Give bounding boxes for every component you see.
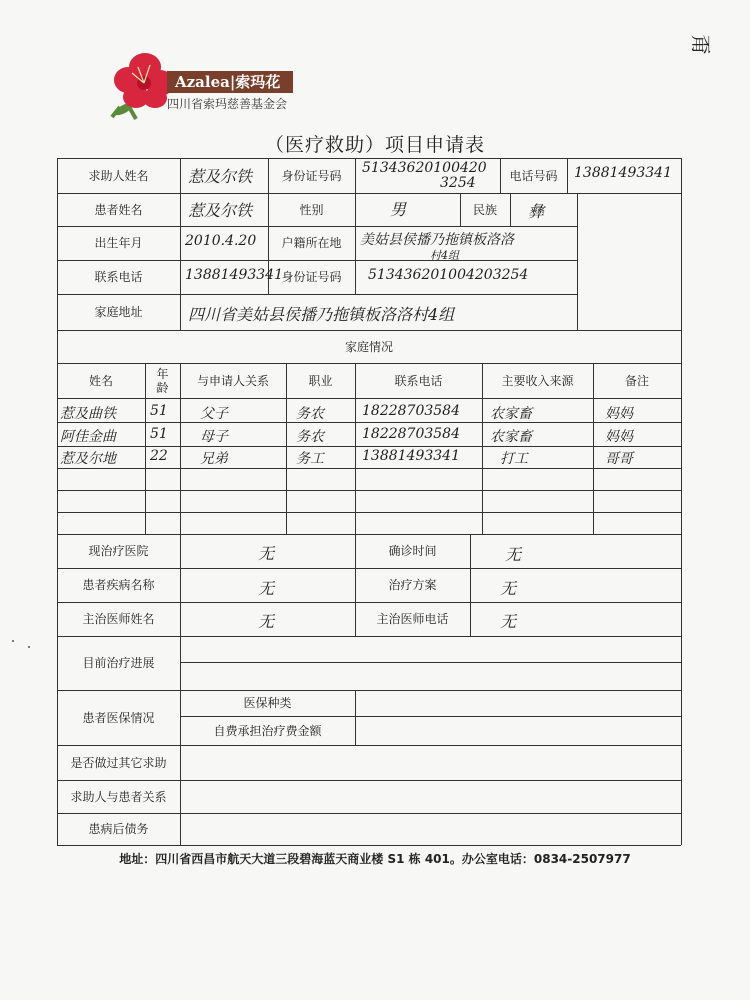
value-address: 四川省美姑县侯播乃拖镇板洛洛村4组	[188, 305, 455, 324]
value-disease-name: 无	[258, 579, 275, 598]
label-patient-name: 患者姓名	[94, 202, 143, 217]
family-cell-note: 妈妈	[605, 406, 633, 422]
label-doctor-phone: 主治医师电话	[376, 612, 449, 626]
label-household: 户籍所在地	[281, 236, 342, 250]
family-cell-phone: 13881493341	[362, 448, 460, 464]
logo-org-name: 四川省索玛慈善基金会	[167, 97, 288, 111]
value-phone: 13881493341	[574, 165, 672, 181]
label-gender: 性别	[299, 202, 324, 217]
value-doctor-phone: 无	[500, 612, 517, 631]
label-other-help: 是否做过其它求助	[70, 755, 167, 770]
family-cell-note: 哥哥	[605, 451, 633, 467]
label-relation: 求助人与患者关系	[70, 789, 167, 804]
family-cell-age: 22	[150, 448, 168, 464]
logo-brand: Azalea|索玛花	[167, 71, 293, 93]
label-treatment-progress: 目前治疗进展	[82, 656, 155, 670]
value-id-number-line1: 51343620100420	[362, 160, 487, 176]
family-cell-name: 阿佳金曲	[60, 429, 116, 445]
label-insurance-type: 医保种类	[243, 696, 292, 710]
family-cell-job: 务农	[296, 406, 324, 422]
value-treatment-plan: 无	[500, 579, 517, 598]
value-applicant-name: 惹及尔铁	[188, 167, 253, 186]
family-header-age-line2: 龄	[156, 380, 169, 395]
label-self-pay: 自费承担治疗费金额	[213, 723, 322, 738]
family-header-income: 主要收入来源	[501, 373, 574, 388]
label-applicant-name: 求助人姓名	[88, 168, 149, 183]
value-id-number-line2: 3254	[440, 175, 476, 191]
value-doctor-name: 无	[258, 612, 275, 631]
label-birth-date: 出生年月	[94, 236, 143, 250]
label-doctor-name: 主治医师姓名	[82, 612, 155, 626]
family-cell-name: 惹及尔地	[60, 451, 116, 467]
label-treatment-plan: 治疗方案	[388, 578, 437, 592]
value-household-line1: 美姑县侯播乃拖镇板洛洛	[360, 232, 514, 248]
family-cell-relation: 母子	[200, 429, 228, 445]
scan-speck	[28, 646, 30, 648]
value-household-line2: 村4组	[430, 249, 459, 262]
label-phone: 电话号码	[509, 168, 558, 183]
family-cell-phone: 18228703584	[362, 426, 460, 442]
family-cell-job: 务农	[296, 429, 324, 445]
label-address: 家庭地址	[94, 305, 143, 319]
label-diagnosis-time: 确诊时间	[388, 544, 437, 558]
family-cell-relation: 父子	[200, 406, 228, 422]
form-title: （医疗救助）项目申请表	[264, 134, 485, 156]
family-section-title: 家庭情况	[344, 339, 393, 354]
family-header-phone: 联系电话	[394, 373, 443, 388]
value-current-hospital: 无	[258, 544, 275, 563]
family-cell-phone: 18228703584	[362, 403, 460, 419]
label-ethnicity: 民族	[472, 202, 497, 217]
value-id-number-2: 513436201004203254	[368, 267, 529, 283]
label-current-hospital: 现治疗医院	[88, 544, 149, 558]
foundation-logo	[110, 45, 300, 120]
value-ethnicity: 彝	[528, 202, 545, 221]
family-header-relation: 与申请人关系	[196, 373, 269, 388]
value-patient-name: 惹及尔铁	[188, 201, 253, 220]
family-header-note: 备注	[624, 373, 649, 388]
value-contact-phone: 13881493341	[185, 267, 283, 283]
footer-address: 地址：四川省西昌市航天大道三段碧海蓝天商业楼 S1 栋 401。办公室电话：0834-2507977	[119, 852, 631, 866]
label-id-number-2: 身份证号码	[281, 270, 342, 284]
family-header-name: 姓名	[88, 373, 113, 388]
corner-handwritten-mark: 甭	[688, 34, 713, 55]
family-cell-job: 务工	[296, 451, 324, 467]
label-contact-phone: 联系电话	[94, 270, 143, 284]
label-debt: 患病后债务	[88, 822, 149, 836]
family-header-age-line1: 年	[156, 366, 169, 381]
label-disease-name: 患者疾病名称	[82, 578, 155, 592]
value-diagnosis-time: 无	[505, 545, 522, 564]
label-id-number: 身份证号码	[281, 168, 342, 183]
family-cell-name: 惹及曲铁	[60, 406, 116, 422]
value-gender: 男	[390, 200, 407, 219]
value-birth-date: 2010.4.20	[185, 233, 257, 249]
family-cell-income: 农家畜	[490, 429, 532, 445]
family-cell-income: 农家畜	[490, 406, 532, 422]
family-header-job: 职业	[308, 373, 333, 388]
family-cell-relation: 兄弟	[200, 451, 228, 467]
family-header-age	[145, 363, 180, 398]
family-cell-income: 打工	[500, 451, 528, 467]
scan-speck	[12, 640, 14, 642]
family-cell-age: 51	[150, 403, 168, 419]
label-insurance: 患者医保情况	[82, 710, 155, 725]
family-cell-note: 妈妈	[605, 429, 633, 445]
family-cell-age: 51	[150, 426, 168, 442]
